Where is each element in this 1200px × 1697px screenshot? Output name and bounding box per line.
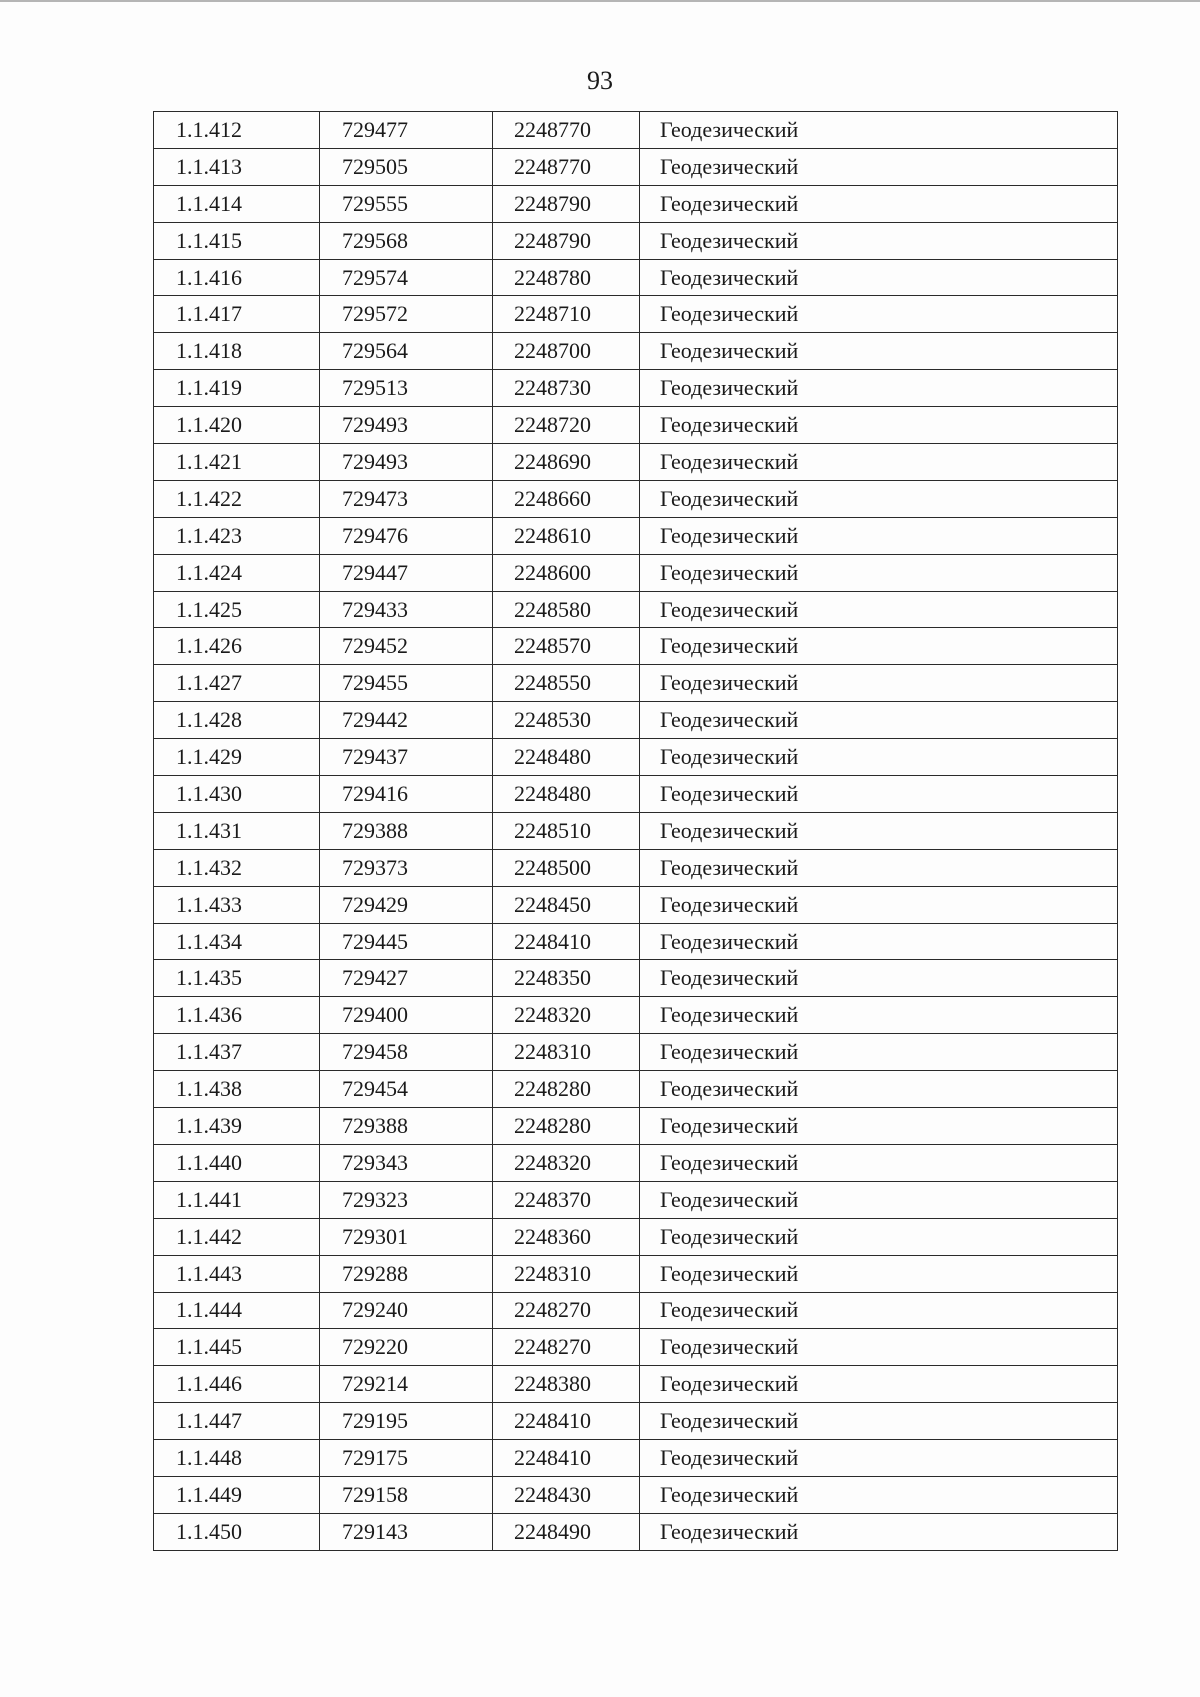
point-number-cell: 1.1.413 [154,148,320,185]
table-row [154,628,1118,665]
x-coordinate-cell: 729473 [320,480,493,517]
table-row [154,1144,1118,1181]
method-cell: Геодезический [640,554,1118,591]
point-number-cell: 1.1.442 [154,1218,320,1255]
table-row [154,1292,1118,1329]
method-cell: Геодезический [640,517,1118,554]
point-number-cell: 1.1.427 [154,665,320,702]
point-number-cell: 1.1.421 [154,444,320,481]
table-row [154,517,1118,554]
method-cell: Геодезический [640,444,1118,481]
y-coordinate-cell: 2248280 [493,1071,640,1108]
table-row [154,997,1118,1034]
y-coordinate-cell: 2248710 [493,296,640,333]
y-coordinate-cell: 2248320 [493,997,640,1034]
y-coordinate-cell: 2248570 [493,628,640,665]
method-cell: Геодезический [640,112,1118,149]
point-number-cell: 1.1.418 [154,333,320,370]
method-cell: Геодезический [640,1403,1118,1440]
table-row [154,1255,1118,1292]
y-coordinate-cell: 2248690 [493,444,640,481]
point-number-cell: 1.1.446 [154,1366,320,1403]
x-coordinate-cell: 729323 [320,1181,493,1218]
table-row [154,1108,1118,1145]
table-row [154,1476,1118,1513]
y-coordinate-cell: 2248700 [493,333,640,370]
y-coordinate-cell: 2248380 [493,1366,640,1403]
point-number-cell: 1.1.428 [154,702,320,739]
method-cell: Геодезический [640,148,1118,185]
x-coordinate-cell: 729373 [320,849,493,886]
x-coordinate-cell: 729458 [320,1034,493,1071]
method-cell: Геодезический [640,1071,1118,1108]
point-number-cell: 1.1.436 [154,997,320,1034]
point-number-cell: 1.1.435 [154,960,320,997]
method-cell: Геодезический [640,591,1118,628]
table-row [154,1329,1118,1366]
method-cell: Геодезический [640,997,1118,1034]
x-coordinate-cell: 729454 [320,1071,493,1108]
point-number-cell: 1.1.449 [154,1476,320,1513]
table-row [154,739,1118,776]
point-number-cell: 1.1.430 [154,776,320,813]
method-cell: Геодезический [640,1440,1118,1477]
point-number-cell: 1.1.425 [154,591,320,628]
table-row [154,554,1118,591]
y-coordinate-cell: 2248370 [493,1181,640,1218]
x-coordinate-cell: 729288 [320,1255,493,1292]
method-cell: Геодезический [640,960,1118,997]
method-cell: Геодезический [640,923,1118,960]
y-coordinate-cell: 2248790 [493,185,640,222]
point-number-cell: 1.1.419 [154,370,320,407]
method-cell: Геодезический [640,259,1118,296]
method-cell: Геодезический [640,333,1118,370]
method-cell: Геодезический [640,1366,1118,1403]
method-cell: Геодезический [640,296,1118,333]
point-number-cell: 1.1.426 [154,628,320,665]
table-row [154,1366,1118,1403]
y-coordinate-cell: 2248580 [493,591,640,628]
table-row [154,480,1118,517]
point-number-cell: 1.1.417 [154,296,320,333]
table-row [154,259,1118,296]
x-coordinate-cell: 729442 [320,702,493,739]
point-number-cell: 1.1.447 [154,1403,320,1440]
method-cell: Геодезический [640,407,1118,444]
point-number-cell: 1.1.439 [154,1108,320,1145]
coordinates-table [153,111,1118,1551]
table-row [154,812,1118,849]
x-coordinate-cell: 729388 [320,1108,493,1145]
point-number-cell: 1.1.445 [154,1329,320,1366]
y-coordinate-cell: 2248490 [493,1513,640,1550]
table-row [154,1034,1118,1071]
point-number-cell: 1.1.434 [154,923,320,960]
method-cell: Геодезический [640,849,1118,886]
x-coordinate-cell: 729195 [320,1403,493,1440]
method-cell: Геодезический [640,1292,1118,1329]
y-coordinate-cell: 2248600 [493,554,640,591]
method-cell: Геодезический [640,702,1118,739]
y-coordinate-cell: 2248530 [493,702,640,739]
method-cell: Геодезический [640,1034,1118,1071]
x-coordinate-cell: 729433 [320,591,493,628]
table-row [154,1440,1118,1477]
x-coordinate-cell: 729416 [320,776,493,813]
point-number-cell: 1.1.433 [154,886,320,923]
y-coordinate-cell: 2248610 [493,517,640,554]
x-coordinate-cell: 729572 [320,296,493,333]
method-cell: Геодезический [640,370,1118,407]
point-number-cell: 1.1.438 [154,1071,320,1108]
point-number-cell: 1.1.437 [154,1034,320,1071]
table-row [154,370,1118,407]
y-coordinate-cell: 2248780 [493,259,640,296]
table-row [154,112,1118,149]
x-coordinate-cell: 729175 [320,1440,493,1477]
table-row [154,1071,1118,1108]
point-number-cell: 1.1.440 [154,1144,320,1181]
x-coordinate-cell: 729400 [320,997,493,1034]
x-coordinate-cell: 729455 [320,665,493,702]
x-coordinate-cell: 729214 [320,1366,493,1403]
point-number-cell: 1.1.420 [154,407,320,444]
method-cell: Геодезический [640,739,1118,776]
point-number-cell: 1.1.416 [154,259,320,296]
y-coordinate-cell: 2248450 [493,886,640,923]
x-coordinate-cell: 729568 [320,222,493,259]
table-row [154,444,1118,481]
y-coordinate-cell: 2248550 [493,665,640,702]
table-row [154,333,1118,370]
point-number-cell: 1.1.444 [154,1292,320,1329]
table-row [154,923,1118,960]
table-row [154,776,1118,813]
table-row [154,1218,1118,1255]
page-top-edge [0,0,1200,2]
point-number-cell: 1.1.443 [154,1255,320,1292]
y-coordinate-cell: 2248660 [493,480,640,517]
x-coordinate-cell: 729427 [320,960,493,997]
x-coordinate-cell: 729343 [320,1144,493,1181]
x-coordinate-cell: 729564 [320,333,493,370]
y-coordinate-cell: 2248720 [493,407,640,444]
x-coordinate-cell: 729388 [320,812,493,849]
coordinates-table-body [154,112,1118,1551]
table-row [154,185,1118,222]
x-coordinate-cell: 729555 [320,185,493,222]
table-row [154,407,1118,444]
method-cell: Геодезический [640,665,1118,702]
x-coordinate-cell: 729220 [320,1329,493,1366]
y-coordinate-cell: 2248510 [493,812,640,849]
method-cell: Геодезический [640,1181,1118,1218]
point-number-cell: 1.1.415 [154,222,320,259]
x-coordinate-cell: 729493 [320,444,493,481]
method-cell: Геодезический [640,185,1118,222]
point-number-cell: 1.1.414 [154,185,320,222]
y-coordinate-cell: 2248480 [493,739,640,776]
table-row [154,702,1118,739]
point-number-cell: 1.1.448 [154,1440,320,1477]
y-coordinate-cell: 2248730 [493,370,640,407]
table-row [154,1181,1118,1218]
y-coordinate-cell: 2248410 [493,923,640,960]
y-coordinate-cell: 2248770 [493,148,640,185]
method-cell: Геодезический [640,628,1118,665]
y-coordinate-cell: 2248770 [493,112,640,149]
table-row [154,1513,1118,1550]
x-coordinate-cell: 729447 [320,554,493,591]
y-coordinate-cell: 2248270 [493,1292,640,1329]
point-number-cell: 1.1.450 [154,1513,320,1550]
table-row [154,296,1118,333]
method-cell: Геодезический [640,1476,1118,1513]
table-row [154,960,1118,997]
x-coordinate-cell: 729301 [320,1218,493,1255]
x-coordinate-cell: 729574 [320,259,493,296]
y-coordinate-cell: 2248310 [493,1034,640,1071]
method-cell: Геодезический [640,222,1118,259]
x-coordinate-cell: 729143 [320,1513,493,1550]
x-coordinate-cell: 729493 [320,407,493,444]
x-coordinate-cell: 729477 [320,112,493,149]
method-cell: Геодезический [640,776,1118,813]
table-row [154,886,1118,923]
y-coordinate-cell: 2248410 [493,1403,640,1440]
table-row [154,591,1118,628]
table-row [154,148,1118,185]
method-cell: Геодезический [640,1255,1118,1292]
point-number-cell: 1.1.412 [154,112,320,149]
method-cell: Геодезический [640,1144,1118,1181]
y-coordinate-cell: 2248350 [493,960,640,997]
y-coordinate-cell: 2248410 [493,1440,640,1477]
method-cell: Геодезический [640,1218,1118,1255]
x-coordinate-cell: 729505 [320,148,493,185]
method-cell: Геодезический [640,1108,1118,1145]
point-number-cell: 1.1.441 [154,1181,320,1218]
y-coordinate-cell: 2248480 [493,776,640,813]
y-coordinate-cell: 2248430 [493,1476,640,1513]
y-coordinate-cell: 2248790 [493,222,640,259]
y-coordinate-cell: 2248280 [493,1108,640,1145]
method-cell: Геодезический [640,886,1118,923]
table-row [154,222,1118,259]
x-coordinate-cell: 729476 [320,517,493,554]
table-row [154,849,1118,886]
x-coordinate-cell: 729158 [320,1476,493,1513]
point-number-cell: 1.1.422 [154,480,320,517]
method-cell: Геодезический [640,1329,1118,1366]
y-coordinate-cell: 2248360 [493,1218,640,1255]
x-coordinate-cell: 729429 [320,886,493,923]
x-coordinate-cell: 729445 [320,923,493,960]
y-coordinate-cell: 2248310 [493,1255,640,1292]
x-coordinate-cell: 729240 [320,1292,493,1329]
y-coordinate-cell: 2248320 [493,1144,640,1181]
point-number-cell: 1.1.429 [154,739,320,776]
point-number-cell: 1.1.432 [154,849,320,886]
x-coordinate-cell: 729437 [320,739,493,776]
page-number: 93 [587,66,613,95]
table-row [154,665,1118,702]
x-coordinate-cell: 729513 [320,370,493,407]
x-coordinate-cell: 729452 [320,628,493,665]
table-row [154,1403,1118,1440]
method-cell: Геодезический [640,480,1118,517]
y-coordinate-cell: 2248270 [493,1329,640,1366]
method-cell: Геодезический [640,812,1118,849]
point-number-cell: 1.1.424 [154,554,320,591]
point-number-cell: 1.1.423 [154,517,320,554]
point-number-cell: 1.1.431 [154,812,320,849]
method-cell: Геодезический [640,1513,1118,1550]
y-coordinate-cell: 2248500 [493,849,640,886]
